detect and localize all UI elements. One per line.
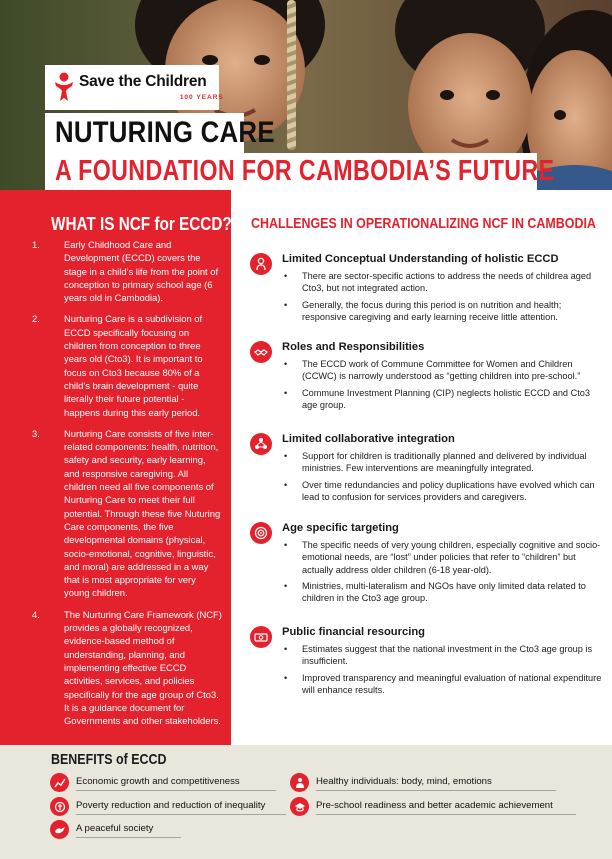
ncf-item-number: 3. xyxy=(32,427,40,439)
challenge-collaborative-integration xyxy=(250,433,602,513)
challenge-heading: Public financial resourcing xyxy=(282,626,425,638)
challenge-heading: Age specific targeting xyxy=(282,522,399,534)
benefit-underline xyxy=(76,814,286,815)
title-box-1 xyxy=(45,113,275,153)
ncf-item-number: 1. xyxy=(32,239,40,250)
challenge-financial-resourcing xyxy=(250,626,602,706)
hero-photo xyxy=(0,0,612,190)
ncf-item xyxy=(12,427,222,600)
ncf-item xyxy=(12,312,222,418)
ncf-item-text: The Nurturing Care Framework (NCF) provides a globally recognized, evidence-based method of understanding, planning, and implementing effective ECCD activities, services, and policies specifically for the age group of Cto3. It is a guidance document for Governments and other stakeholders. xyxy=(64,608,222,727)
money-icon xyxy=(250,626,272,648)
challenge-bullets xyxy=(282,270,604,327)
challenge-bullet: • Ministries, multi-lateralism and NGOs have only limited data related to children in the Cto3 age group. xyxy=(282,580,604,605)
page-title: NUTURING CARE xyxy=(55,116,275,149)
challenge-bullets xyxy=(282,358,604,415)
challenge-bullets xyxy=(282,450,604,507)
challenge-age-targeting xyxy=(250,522,602,617)
brain-person-icon xyxy=(250,253,272,275)
challenge-heading: Limited Conceptual Understanding of holistic ECCD xyxy=(282,253,559,265)
ncf-item-text: Early Childhood Care and Development (ECCD) covers the stage in a child’s life from the point of conception to primary school age (6 years old in Cambodia). xyxy=(64,239,219,304)
challenge-conceptual-understanding xyxy=(250,253,602,328)
page-subtitle: A FOUNDATION FOR CAMBODIA’S FUTURE xyxy=(55,155,555,187)
save-the-children-mark-icon xyxy=(53,72,75,102)
challenge-roles-responsibilities xyxy=(250,341,602,421)
challenge-bullet: • The ECCD work of Commune Committee for Women and Children (CCWC) is narrowly understood as “getting children into pre-school.” xyxy=(282,358,604,383)
logo-name: Save the Children xyxy=(79,73,207,90)
ncf-title: WHAT IS NCF for ECCD? xyxy=(51,214,232,234)
challenge-bullet: • Support for children is traditionally planned and delivered by individual ministries. Few interventions are meaningfully integrated. xyxy=(282,450,604,475)
challenge-bullet: • The specific needs of very young children, especially cognitive and socio-emotional needs, are “lost” under policies that refer to “children” but actually address older children (6-18 year-old). xyxy=(282,539,604,576)
challenge-bullet: • There are sector-specific actions to address the needs of childrea aged Cto3, but not integrated action. xyxy=(282,270,604,295)
save-the-children-logo xyxy=(45,65,224,110)
target-icon xyxy=(250,522,272,544)
school-icon xyxy=(290,797,309,816)
poverty-icon xyxy=(50,797,69,816)
handshake-icon xyxy=(250,341,272,363)
ncf-panel xyxy=(0,190,231,745)
challenge-bullet: • Estimates suggest that the national investment in the Cto3 age group is insufficient. xyxy=(282,643,604,668)
health-person-icon xyxy=(290,773,309,792)
ncf-list xyxy=(12,238,222,735)
benefit-text: Economic growth and competitiveness xyxy=(76,776,240,787)
benefit-underline xyxy=(76,837,181,838)
benefit-underline xyxy=(76,790,276,791)
challenge-heading: Roles and Responsibilities xyxy=(282,341,425,353)
challenge-bullet: • Over time redundancies and policy duplications have evolved which can lead to confusion for services providers and caregivers. xyxy=(282,479,604,504)
benefit-text: Healthy individuals: body, mind, emotions xyxy=(316,776,492,787)
ncf-item-number: 2. xyxy=(32,313,40,325)
ncf-item-text: Nurturing Care consists of five inter-related components: health, nutrition, safety and security, early learning, and responsive caregiving. All children need all five components of Nurturing Care to meet their full potential. Through these five Nuturing Care components, the five developmental domains (physical, socio-emotional, cognitive, linguistic, and moral) are addressed in a way that is most appropriate for very young children. xyxy=(64,427,221,599)
challenge-bullet: • Commune Investment Planning (CIP) neglects holistic ECCD and Cto3 age group. xyxy=(282,387,604,412)
benefit-text: Poverty reduction and reduction of inequality xyxy=(76,800,266,811)
rope xyxy=(287,0,296,150)
ncf-item xyxy=(12,238,222,304)
challenge-bullet: • Generally, the focus during this period is on nutrition and health; responsive caregiving and early learning receive little attention. xyxy=(282,299,604,324)
benefit-text: A peaceful society xyxy=(76,823,154,834)
challenge-bullet: • Improved transparency and meaningful evaluation of national expenditure will enhance results. xyxy=(282,672,604,697)
challenge-heading: Limited collaborative integration xyxy=(282,433,455,445)
people-network-icon xyxy=(250,433,272,455)
ncf-item-number: 4. xyxy=(32,608,40,620)
benefits-title: BENEFITS of ECCD xyxy=(51,751,167,768)
challenges-title: CHALLENGES IN OPERATIONALIZING NCF IN CAMBODIA xyxy=(251,215,596,232)
logo-years: 100 YEARS xyxy=(179,94,224,101)
benefits-panel xyxy=(0,745,612,859)
benefit-underline xyxy=(316,814,576,815)
challenge-bullets xyxy=(282,643,604,700)
benefit-underline xyxy=(316,790,556,791)
challenge-bullets xyxy=(282,539,604,608)
benefit-text: Pre-school readiness and better academic achievement xyxy=(316,800,553,811)
ncf-item-text: Nurturing Care is a subdivision of ECCD specifically focusing on children from conception to three years old (Cto3). It is important to focus on Cto3 because 80% of a child’s brain development - quite literally their future potential - happens during this early period. xyxy=(64,313,203,418)
peace-dove-icon xyxy=(50,820,69,839)
title-box-2 xyxy=(45,153,555,190)
growth-chart-icon xyxy=(50,773,69,792)
ncf-item xyxy=(12,608,222,728)
